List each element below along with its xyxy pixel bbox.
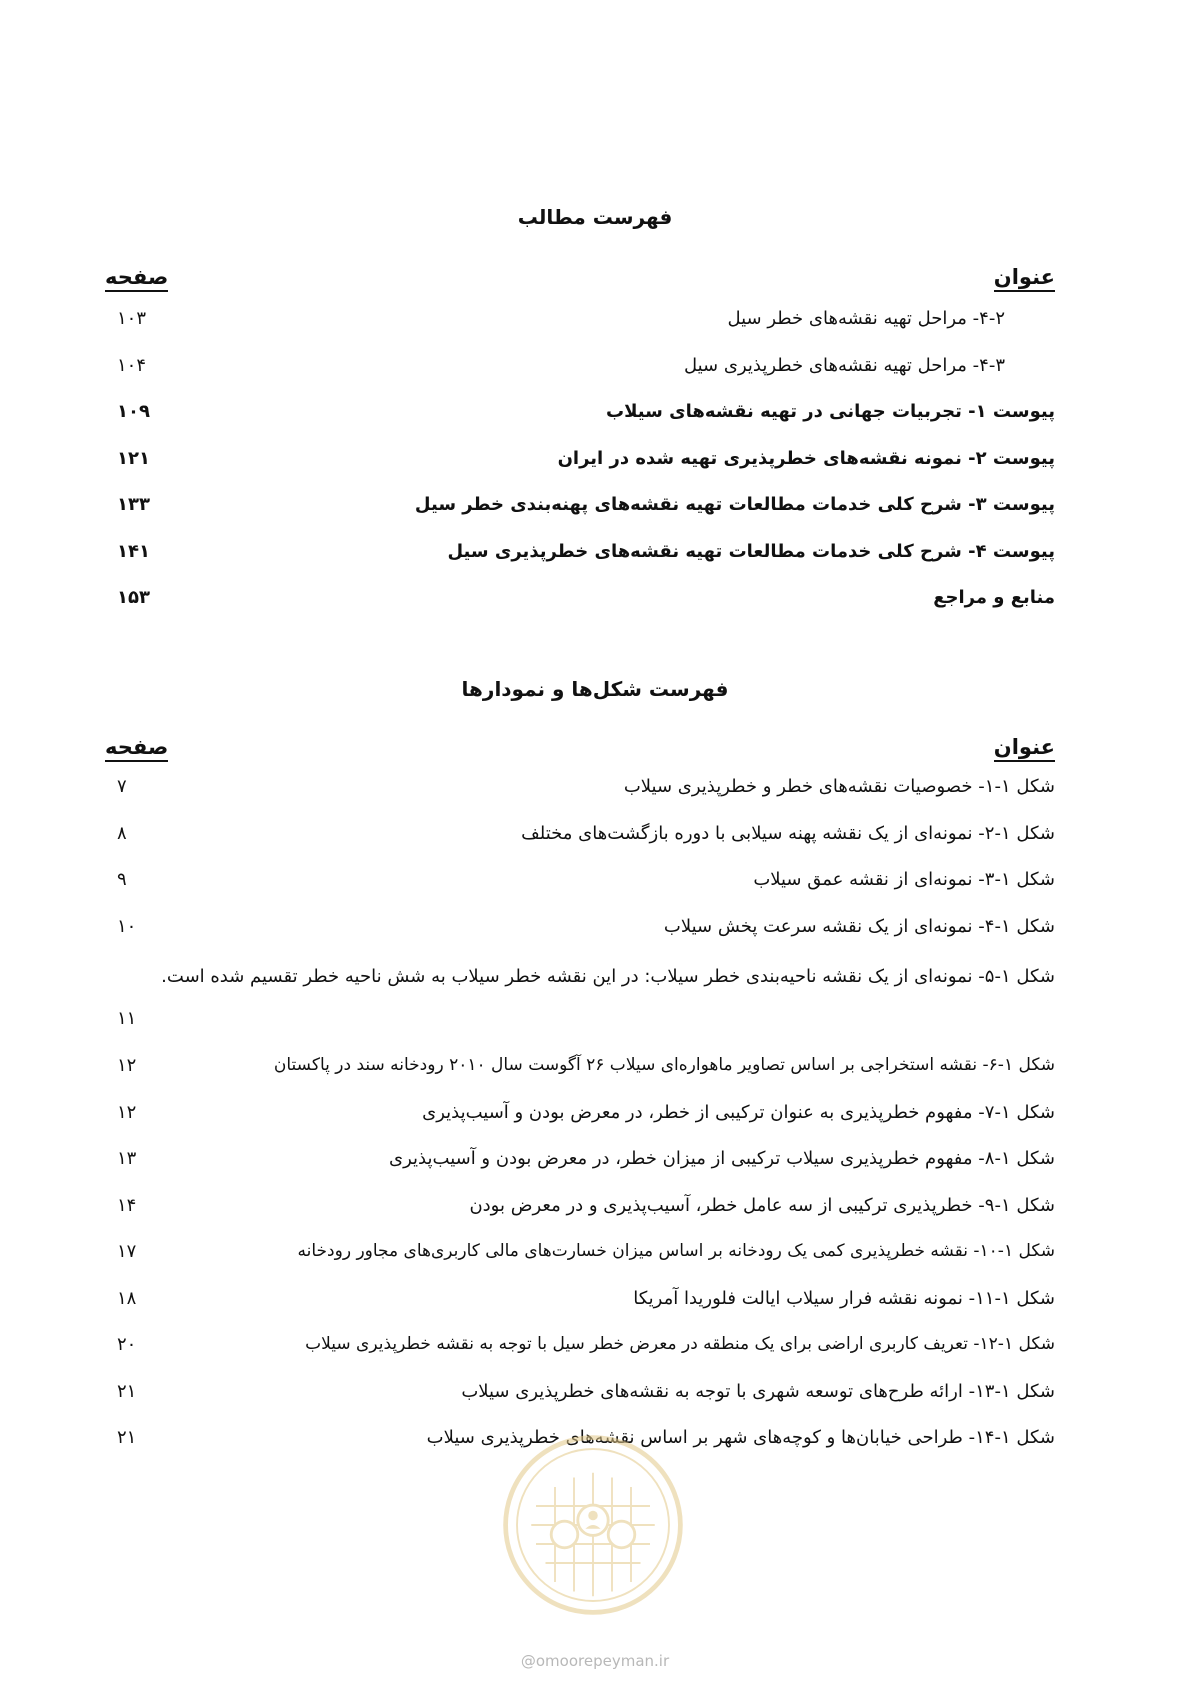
figure-entry[interactable]: [105, 1233, 1055, 1280]
figure-entry[interactable]: [105, 1140, 1055, 1187]
toc-entry-page: ۱۵۳: [117, 587, 150, 608]
figure-entry-page: ۱۸: [117, 1287, 137, 1309]
toc-col-title: عنوان: [994, 265, 1055, 292]
figure-entry-page: ۱۳: [117, 1148, 137, 1169]
figure-entry[interactable]: [105, 1047, 1055, 1094]
figure-entry[interactable]: [105, 861, 1055, 908]
figure-entry[interactable]: [105, 908, 1055, 955]
figure-entry-page: ۱۲: [117, 1101, 137, 1123]
figure-entry-title: شکل ۱-۹- خطرپذیری ترکیبی از سه عامل خطر، آسیب‌پذیری و در معرض بودن: [469, 1194, 1055, 1216]
figure-entry-page: ۱۰: [117, 915, 137, 937]
figure-entry[interactable]: [105, 1373, 1055, 1420]
toc-list: [105, 300, 1055, 626]
figure-entry-title: شکل ۱-۱۴- طراحی خیابان‌ها و کوچه‌های شهر بر اساس نقشه‌های خطرپذیری سیلاب: [426, 1427, 1055, 1448]
figure-entry-title: شکل ۱-۲- نمونه‌ای از یک نقشه پهنه سیلابی با دوره بازگشت‌های مختلف: [521, 822, 1055, 844]
figure-entry[interactable]: [105, 815, 1055, 862]
figure-entry[interactable]: [105, 1326, 1055, 1373]
figure-entry-page: ۱۴: [117, 1194, 137, 1216]
figure-entry[interactable]: [105, 1280, 1055, 1327]
figure-entry-page: ۲۱: [117, 1380, 137, 1402]
toc-entry-title: پیوست ۳- شرح کلی خدمات مطالعات تهیه نقشه‌های پهنه‌بندی خطر سیل: [414, 494, 1055, 515]
figure-entry-title: شکل ۱-۷- مفهوم خطرپذیری به عنوان ترکیبی از خطر، در معرض بودن و آسیب‌پذیری: [422, 1101, 1055, 1123]
figure-entry[interactable]: [105, 954, 1055, 1047]
toc-entry-page: ۱۰۳: [117, 308, 147, 329]
figure-entry-page: ۱۲: [117, 1055, 137, 1076]
toc-entry-page: ۱۳۳: [117, 494, 150, 515]
figure-entry-page: ۷: [117, 776, 127, 797]
figures-list: [105, 768, 1055, 1466]
figures-title: فهرست شکل‌ها و نمودارها: [461, 677, 729, 701]
figure-entry-title: شکل ۱-۱۱- نمونه نقشه فرار سیلاب ایالت فلوریدا آمریکا: [633, 1287, 1055, 1309]
figure-entry-title: شکل ۱-۱- خصوصیات نقشه‌های خطر و خطرپذیری سیلاب: [623, 776, 1055, 797]
toc-entry[interactable]: [105, 393, 1055, 440]
figures-header: [105, 735, 1055, 769]
figure-entry[interactable]: [105, 768, 1055, 815]
toc-entry[interactable]: [105, 440, 1055, 487]
toc-entry-title: پیوست ۲- نمونه نقشه‌های خطرپذیری تهیه شده در ایران: [557, 447, 1055, 469]
toc-entry-page: ۱۲۱: [117, 447, 150, 469]
toc-entry-page: ۱۰۴: [117, 354, 147, 376]
figure-entry-title: شکل ۱-۸- مفهوم خطرپذیری سیلاب ترکیبی از میزان خطر، در معرض بودن و آسیب‌پذیری: [389, 1148, 1055, 1169]
toc-entry-title: پیوست ۴- شرح کلی خدمات مطالعات تهیه نقشه‌های خطرپذیری سیل: [447, 540, 1055, 562]
figure-entry-title: شکل ۱-۶- نقشه استخراجی بر اساس تصاویر ماهواره‌ای سیلاب ۲۶ آگوست سال ۲۰۱۰ رودخانه سند در پاکستان: [273, 1055, 1055, 1075]
figure-entry[interactable]: [105, 1187, 1055, 1234]
toc-entry[interactable]: [105, 486, 1055, 533]
figure-entry-page: ۱۷: [117, 1241, 137, 1262]
figure-entry-page: ۲۱: [117, 1427, 137, 1448]
toc-title: فهرست مطالب: [517, 205, 673, 229]
toc-entry-title: ۴-۳- مراحل تهیه نقشه‌های خطرپذیری سیل: [683, 354, 1005, 376]
toc-entry[interactable]: [105, 347, 1055, 394]
figure-entry-page: ۱۱: [117, 1008, 137, 1029]
figure-entry-title: شکل ۱-۱۳- ارائه طرح‌های توسعه شهری با توجه به نقشه‌های خطرپذیری سیلاب: [461, 1380, 1055, 1402]
toc-entry-title: منابع و مراجع: [933, 587, 1055, 608]
figure-entry-page: ۹: [117, 869, 127, 890]
toc-entry-title: پیوست ۱- تجربیات جهانی در تهیه نقشه‌های سیلاب: [606, 401, 1055, 422]
watermark-seal-icon: [498, 1430, 688, 1620]
toc-entry-title: ۴-۲- مراحل تهیه نقشه‌های خطر سیل: [727, 308, 1005, 329]
figures-col-title: عنوان: [994, 735, 1055, 762]
figure-entry-page: ۸: [117, 822, 127, 844]
figure-entry-title: شکل ۱-۴- نمونه‌ای از یک نقشه سرعت پخش سیلاب: [663, 915, 1055, 937]
figure-entry[interactable]: [105, 1094, 1055, 1141]
figure-entry-title: شکل ۱-۱۲- تعریف کاربری اراضی برای یک منطقه در معرض خطر سیل با توجه به نقشه خطرپذیری سیلاب: [305, 1334, 1055, 1354]
watermark-text: @omoorepeyman.ir: [520, 1652, 670, 1670]
toc-entry-page: ۱۰۹: [117, 401, 150, 422]
toc-col-page: صفحه: [105, 265, 168, 292]
toc-entry[interactable]: [105, 579, 1055, 626]
toc-entry[interactable]: [105, 533, 1055, 580]
figures-col-page: صفحه: [105, 735, 168, 762]
figure-entry-title: شکل ۱-۳- نمونه‌ای از نقشه عمق سیلاب: [753, 869, 1055, 890]
figure-entry-page: ۲۰: [117, 1334, 137, 1355]
figure-entry-title: شکل ۱-۵- نمونه‌ای از یک نقشه ناحیه‌بندی خطر سیلاب: در این نقشه خطر سیلاب به شش ناحیه خطر تقسیم شده است.: [161, 966, 1055, 987]
toc-entry[interactable]: [105, 300, 1055, 347]
figure-entry-title: شکل ۱-۱۰- نقشه خطرپذیری کمی یک رودخانه بر اساس میزان خسارت‌های مالی کاربری‌های مجاور رودخانه: [297, 1241, 1055, 1261]
toc-entry-page: ۱۴۱: [117, 540, 150, 562]
toc-header: [105, 265, 1055, 299]
